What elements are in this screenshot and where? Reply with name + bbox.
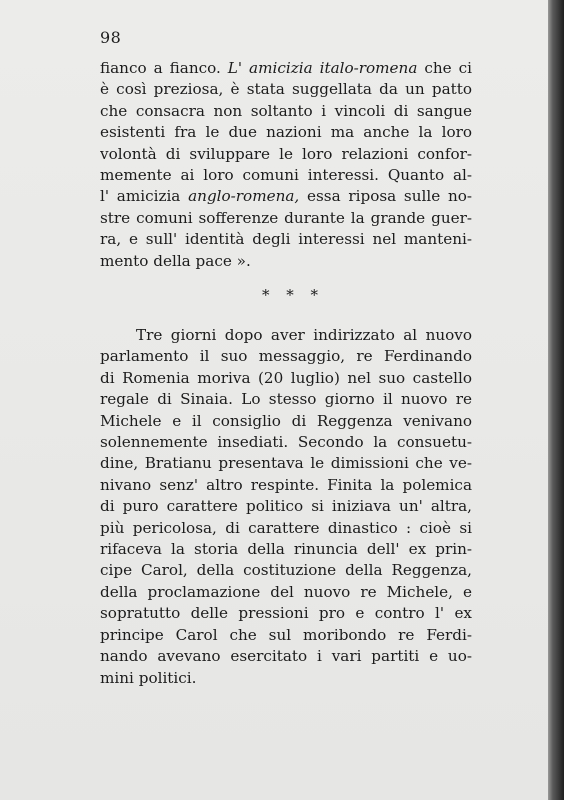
text-line	[100, 346, 472, 367]
text-line	[100, 325, 472, 346]
text-run: cipe Carol, della costituzione della Reggenza,	[100, 561, 472, 580]
text-run: di puro carattere politico si iniziava un' altra,	[100, 497, 472, 516]
text-run: nivano senz' altro respinte. Finita la polemica	[100, 475, 472, 494]
text-line	[100, 603, 472, 624]
text-line	[100, 453, 472, 474]
text-run: è così preziosa, è stata suggellata da un patto	[100, 80, 472, 99]
text-run: ra, e sull' identità degli interessi nel manteni-	[100, 230, 472, 249]
text-line	[100, 251, 472, 272]
text-run: principe Carol che sul moribondo re Ferdi-	[100, 625, 472, 644]
text-line	[100, 368, 472, 389]
text-run: nando avevano esercitato i vari partiti e uo-	[100, 647, 472, 666]
text-run: rifaceva la storia della rinuncia dell' ex prin-	[100, 540, 472, 559]
text-run: parlamento il suo messaggio, re Ferdinando	[100, 347, 472, 366]
text-run: dine, Bratianu presentava le dimissioni che ve-	[100, 454, 472, 473]
text-line	[100, 165, 472, 186]
text-line	[100, 668, 472, 689]
text-line	[100, 539, 472, 560]
book-binding-edge	[548, 0, 564, 800]
text-run: volontà di sviluppare le loro relazioni confor-	[100, 144, 472, 163]
text-line	[100, 432, 472, 453]
text-line	[100, 229, 472, 250]
text-run: essa riposa sulle no-	[299, 187, 472, 206]
text-run: della proclamazione del nuovo re Michele, e	[100, 582, 472, 601]
text-line	[100, 58, 472, 79]
text-run: mini politici.	[100, 668, 197, 687]
text-run: che ci	[417, 59, 472, 77]
text-line	[100, 475, 472, 496]
text-run: esistenti fra le due nazioni ma anche la loro	[100, 123, 472, 142]
italic-text: anglo-romena,	[188, 187, 300, 206]
text-line	[100, 79, 472, 100]
text-run: memente ai loro comuni interessi. Quanto al-	[100, 166, 472, 185]
italic-text: L' amicizia italo-romena	[227, 59, 418, 77]
text-line	[100, 101, 472, 122]
text-line	[100, 646, 472, 667]
text-run: più pericolosa, di carattere dinastico : cioè si	[100, 518, 472, 537]
text-line	[100, 122, 472, 143]
text-run: fianco a fianco.	[100, 59, 228, 77]
text-line	[100, 518, 472, 539]
text-run: che consacra non soltanto i vincoli di sangue	[100, 101, 472, 120]
text-run: stre comuni sofferenze durante la grande guer-	[100, 208, 472, 227]
text-run: Tre giorni dopo aver indirizzato al nuovo	[136, 326, 472, 344]
text-run: solennemente insediati. Secondo la consuetu-	[100, 433, 472, 452]
text-run: sopratutto delle pressioni pro e contro l' ex	[100, 604, 472, 623]
text-run: l' amicizia	[100, 187, 189, 206]
text-run: mento della pace ».	[100, 251, 251, 270]
text-line	[100, 496, 472, 517]
text-line	[100, 560, 472, 581]
text-line	[100, 411, 472, 432]
text-run: regale di Sinaia. Lo stesso giorno il nuovo re	[100, 390, 472, 409]
paragraph-2	[100, 325, 472, 689]
section-separator: * * *	[262, 286, 325, 304]
text-run: di Romenia moriva (20 luglio) nel suo castello	[100, 368, 472, 387]
text-line	[100, 582, 472, 603]
paragraph-1	[100, 58, 472, 272]
text-line	[100, 144, 472, 165]
text-line	[100, 186, 472, 207]
text-line	[100, 625, 472, 646]
page-number: 98	[100, 28, 122, 47]
text-line	[100, 389, 472, 410]
text-run: Michele e il consiglio di Reggenza venivano	[100, 411, 472, 430]
text-line	[100, 208, 472, 229]
